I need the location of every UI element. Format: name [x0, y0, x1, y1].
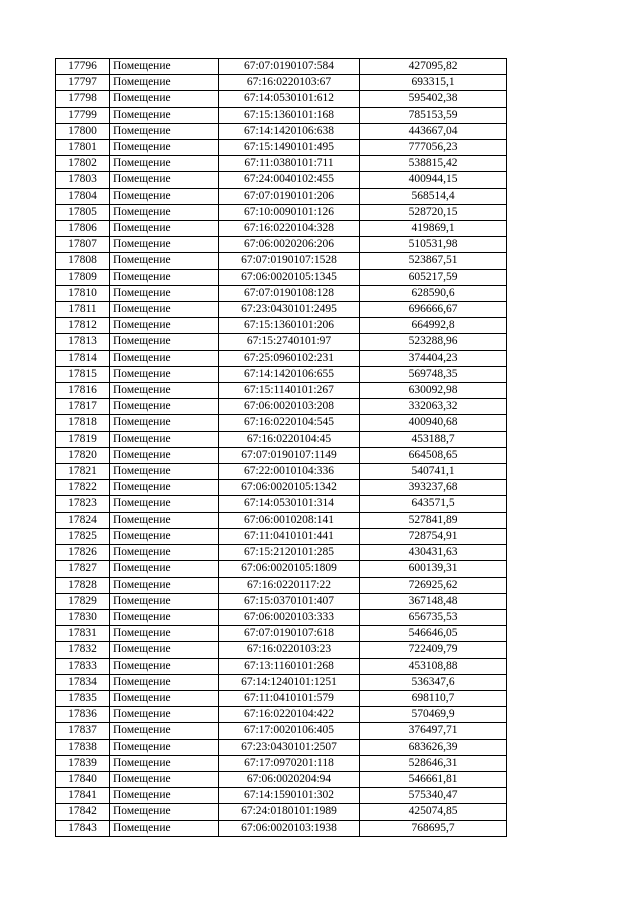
cadastral-value-cell: 785153,59: [360, 107, 507, 123]
cadastral-value-cell: 527841,89: [360, 512, 507, 528]
table-row: [56, 318, 507, 334]
cadastral-value-cell: 728754,91: [360, 528, 507, 544]
cadastral-value-cell: 600139,31: [360, 561, 507, 577]
table-row: [56, 512, 507, 528]
cadastral-number-cell: 67:10:0090101:126: [219, 204, 360, 220]
cadastral-value-cell: 768695,7: [360, 820, 507, 836]
cadastral-number-cell: 67:16:0220103:23: [219, 642, 360, 658]
cadastral-value-cell: 374404,23: [360, 350, 507, 366]
cadastral-number-cell: 67:06:0020105:1342: [219, 480, 360, 496]
cadastral-number-cell: 67:15:1490101:495: [219, 140, 360, 156]
table-row: [56, 480, 507, 496]
row-number-cell: 17839: [56, 755, 110, 771]
cadastral-number-cell: 67:14:0530101:314: [219, 496, 360, 512]
object-type-cell: Помещение: [110, 302, 219, 318]
row-number-cell: 17821: [56, 464, 110, 480]
row-number-cell: 17837: [56, 723, 110, 739]
table-row: [56, 350, 507, 366]
cadastral-value-cell: 722409,79: [360, 642, 507, 658]
cadastral-value-cell: 427095,82: [360, 59, 507, 75]
cadastral-number-cell: 67:11:0410101:441: [219, 528, 360, 544]
table-row: [56, 415, 507, 431]
object-type-cell: Помещение: [110, 626, 219, 642]
table-row: [56, 642, 507, 658]
row-number-cell: 17833: [56, 658, 110, 674]
table-row: [56, 707, 507, 723]
cadastral-number-cell: 67:07:0190107:584: [219, 59, 360, 75]
object-type-cell: Помещение: [110, 609, 219, 625]
table-row: [56, 91, 507, 107]
cadastral-value-cell: 523867,51: [360, 253, 507, 269]
table-row: [56, 366, 507, 382]
object-type-cell: Помещение: [110, 642, 219, 658]
object-type-cell: Помещение: [110, 690, 219, 706]
cadastral-number-cell: 67:06:0020103:1938: [219, 820, 360, 836]
row-number-cell: 17822: [56, 480, 110, 496]
cadastral-number-cell: 67:06:0020105:1809: [219, 561, 360, 577]
object-type-cell: Помещение: [110, 431, 219, 447]
table-row: [56, 302, 507, 318]
cadastral-value-cell: 430431,63: [360, 545, 507, 561]
table-row: [56, 739, 507, 755]
cadastral-number-cell: 67:14:1240101:1251: [219, 674, 360, 690]
object-type-cell: Помещение: [110, 755, 219, 771]
table-row: [56, 447, 507, 463]
table-row: [56, 156, 507, 172]
cadastral-value-cell: 453108,88: [360, 658, 507, 674]
row-number-cell: 17803: [56, 172, 110, 188]
object-type-cell: Помещение: [110, 707, 219, 723]
cadastral-value-cell: 643571,5: [360, 496, 507, 512]
cadastral-value-cell: 443667,04: [360, 123, 507, 139]
cadastral-number-cell: 67:07:0190101:206: [219, 188, 360, 204]
cadastral-number-cell: 67:23:0430101:2507: [219, 739, 360, 755]
table-row: [56, 75, 507, 91]
object-type-cell: Помещение: [110, 771, 219, 787]
row-number-cell: 17796: [56, 59, 110, 75]
cadastral-number-cell: 67:13:1160101:268: [219, 658, 360, 674]
table-row: [56, 188, 507, 204]
object-type-cell: Помещение: [110, 399, 219, 415]
cadastral-value-cell: 575340,47: [360, 788, 507, 804]
cadastral-number-cell: 67:06:0020103:208: [219, 399, 360, 415]
table-row: [56, 626, 507, 642]
table-row: [56, 804, 507, 820]
row-number-cell: 17810: [56, 285, 110, 301]
cadastral-value-cell: 693315,1: [360, 75, 507, 91]
cadastral-number-cell: 67:17:0970201:118: [219, 755, 360, 771]
cadastral-value-cell: 698110,7: [360, 690, 507, 706]
cadastral-number-cell: 67:15:1140101:267: [219, 383, 360, 399]
table-row: [56, 59, 507, 75]
cadastral-value-cell: 628590,6: [360, 285, 507, 301]
object-type-cell: Помещение: [110, 674, 219, 690]
table-row: [56, 269, 507, 285]
object-type-cell: Помещение: [110, 804, 219, 820]
cadastral-value-cell: 419869,1: [360, 221, 507, 237]
cadastral-number-cell: 67:15:0370101:407: [219, 593, 360, 609]
table-row: [56, 123, 507, 139]
row-number-cell: 17828: [56, 577, 110, 593]
table-row: [56, 334, 507, 350]
table-row: [56, 431, 507, 447]
cadastral-number-cell: 67:24:0040102:455: [219, 172, 360, 188]
row-number-cell: 17804: [56, 188, 110, 204]
cadastral-value-cell: 400940,68: [360, 415, 507, 431]
object-type-cell: Помещение: [110, 123, 219, 139]
table-row: [56, 593, 507, 609]
row-number-cell: 17836: [56, 707, 110, 723]
table-row: [56, 399, 507, 415]
cadastral-number-cell: 67:16:0220117:22: [219, 577, 360, 593]
row-number-cell: 17799: [56, 107, 110, 123]
cadastral-value-cell: 425074,85: [360, 804, 507, 820]
row-number-cell: 17835: [56, 690, 110, 706]
cadastral-value-table: [55, 58, 507, 837]
cadastral-value-cell: 510531,98: [360, 237, 507, 253]
row-number-cell: 17840: [56, 771, 110, 787]
object-type-cell: Помещение: [110, 496, 219, 512]
table-row: [56, 237, 507, 253]
object-type-cell: Помещение: [110, 383, 219, 399]
cadastral-number-cell: 67:15:2120101:285: [219, 545, 360, 561]
table-body: [56, 59, 507, 837]
object-type-cell: Помещение: [110, 820, 219, 836]
cadastral-value-cell: 453188,7: [360, 431, 507, 447]
row-number-cell: 17801: [56, 140, 110, 156]
cadastral-number-cell: 67:06:0020206:206: [219, 237, 360, 253]
cadastral-number-cell: 67:17:0020106:405: [219, 723, 360, 739]
table-row: [56, 674, 507, 690]
table-row: [56, 172, 507, 188]
object-type-cell: Помещение: [110, 350, 219, 366]
cadastral-value-cell: 546646,05: [360, 626, 507, 642]
object-type-cell: Помещение: [110, 480, 219, 496]
cadastral-value-cell: 528720,15: [360, 204, 507, 220]
cadastral-number-cell: 67:15:1360101:206: [219, 318, 360, 334]
cadastral-number-cell: 67:06:0020103:333: [219, 609, 360, 625]
row-number-cell: 17805: [56, 204, 110, 220]
row-number-cell: 17809: [56, 269, 110, 285]
cadastral-value-cell: 595402,38: [360, 91, 507, 107]
object-type-cell: Помещение: [110, 561, 219, 577]
object-type-cell: Помещение: [110, 237, 219, 253]
cadastral-value-cell: 536347,6: [360, 674, 507, 690]
object-type-cell: Помещение: [110, 464, 219, 480]
object-type-cell: Помещение: [110, 512, 219, 528]
row-number-cell: 17826: [56, 545, 110, 561]
object-type-cell: Помещение: [110, 447, 219, 463]
object-type-cell: Помещение: [110, 253, 219, 269]
row-number-cell: 17824: [56, 512, 110, 528]
table-row: [56, 561, 507, 577]
cadastral-number-cell: 67:07:0190107:618: [219, 626, 360, 642]
cadastral-value-cell: 393237,68: [360, 480, 507, 496]
row-number-cell: 17831: [56, 626, 110, 642]
object-type-cell: Помещение: [110, 545, 219, 561]
object-type-cell: Помещение: [110, 140, 219, 156]
row-number-cell: 17817: [56, 399, 110, 415]
object-type-cell: Помещение: [110, 593, 219, 609]
table-row: [56, 577, 507, 593]
table-row: [56, 690, 507, 706]
row-number-cell: 17797: [56, 75, 110, 91]
row-number-cell: 17843: [56, 820, 110, 836]
row-number-cell: 17832: [56, 642, 110, 658]
table-row: [56, 723, 507, 739]
row-number-cell: 17800: [56, 123, 110, 139]
cadastral-number-cell: 67:24:0180101:1989: [219, 804, 360, 820]
table-row: [56, 609, 507, 625]
cadastral-number-cell: 67:25:0960102:231: [219, 350, 360, 366]
cadastral-number-cell: 67:06:0020105:1345: [219, 269, 360, 285]
table-row: [56, 464, 507, 480]
cadastral-number-cell: 67:16:0220104:45: [219, 431, 360, 447]
row-number-cell: 17819: [56, 431, 110, 447]
table-row: [56, 383, 507, 399]
table-row: [56, 285, 507, 301]
cadastral-value-cell: 540741,1: [360, 464, 507, 480]
cadastral-value-cell: 777056,23: [360, 140, 507, 156]
cadastral-number-cell: 67:16:0220104:328: [219, 221, 360, 237]
row-number-cell: 17816: [56, 383, 110, 399]
row-number-cell: 17841: [56, 788, 110, 804]
cadastral-value-cell: 367148,48: [360, 593, 507, 609]
object-type-cell: Помещение: [110, 739, 219, 755]
object-type-cell: Помещение: [110, 91, 219, 107]
object-type-cell: Помещение: [110, 188, 219, 204]
table-row: [56, 545, 507, 561]
row-number-cell: 17798: [56, 91, 110, 107]
cadastral-number-cell: 67:15:2740101:97: [219, 334, 360, 350]
cadastral-value-cell: 664992,8: [360, 318, 507, 334]
row-number-cell: 17825: [56, 528, 110, 544]
cadastral-number-cell: 67:14:1590101:302: [219, 788, 360, 804]
cadastral-number-cell: 67:16:0220103:67: [219, 75, 360, 91]
cadastral-number-cell: 67:11:0380101:711: [219, 156, 360, 172]
row-number-cell: 17830: [56, 609, 110, 625]
cadastral-value-cell: 664508,65: [360, 447, 507, 463]
row-number-cell: 17811: [56, 302, 110, 318]
cadastral-value-cell: 528646,31: [360, 755, 507, 771]
cadastral-number-cell: 67:11:0410101:579: [219, 690, 360, 706]
cadastral-number-cell: 67:07:0190107:1149: [219, 447, 360, 463]
cadastral-number-cell: 67:15:1360101:168: [219, 107, 360, 123]
cadastral-number-cell: 67:23:0430101:2495: [219, 302, 360, 318]
table-row: [56, 253, 507, 269]
row-number-cell: 17813: [56, 334, 110, 350]
object-type-cell: Помещение: [110, 204, 219, 220]
cadastral-value-cell: 332063,32: [360, 399, 507, 415]
cadastral-value-cell: 400944,15: [360, 172, 507, 188]
object-type-cell: Помещение: [110, 59, 219, 75]
table-row: [56, 140, 507, 156]
cadastral-value-cell: 568514,4: [360, 188, 507, 204]
cadastral-value-cell: 683626,39: [360, 739, 507, 755]
cadastral-number-cell: 67:14:1420106:638: [219, 123, 360, 139]
row-number-cell: 17815: [56, 366, 110, 382]
row-number-cell: 17842: [56, 804, 110, 820]
row-number-cell: 17812: [56, 318, 110, 334]
table-row: [56, 221, 507, 237]
object-type-cell: Помещение: [110, 318, 219, 334]
row-number-cell: 17814: [56, 350, 110, 366]
object-type-cell: Помещение: [110, 788, 219, 804]
cadastral-value-cell: 569748,35: [360, 366, 507, 382]
cadastral-number-cell: 67:07:0190108:128: [219, 285, 360, 301]
object-type-cell: Помещение: [110, 366, 219, 382]
cadastral-number-cell: 67:16:0220104:422: [219, 707, 360, 723]
row-number-cell: 17802: [56, 156, 110, 172]
object-type-cell: Помещение: [110, 107, 219, 123]
cadastral-value-cell: 523288,96: [360, 334, 507, 350]
cadastral-value-cell: 538815,42: [360, 156, 507, 172]
row-number-cell: 17818: [56, 415, 110, 431]
object-type-cell: Помещение: [110, 269, 219, 285]
object-type-cell: Помещение: [110, 221, 219, 237]
cadastral-number-cell: 67:06:0020204:94: [219, 771, 360, 787]
object-type-cell: Помещение: [110, 156, 219, 172]
table-row: [56, 528, 507, 544]
table-row: [56, 820, 507, 836]
table-row: [56, 771, 507, 787]
object-type-cell: Помещение: [110, 528, 219, 544]
row-number-cell: 17808: [56, 253, 110, 269]
table-row: [56, 788, 507, 804]
cadastral-number-cell: 67:14:0530101:612: [219, 91, 360, 107]
table-row: [56, 204, 507, 220]
cadastral-value-cell: 546661,81: [360, 771, 507, 787]
object-type-cell: Помещение: [110, 334, 219, 350]
row-number-cell: 17829: [56, 593, 110, 609]
row-number-cell: 17827: [56, 561, 110, 577]
row-number-cell: 17838: [56, 739, 110, 755]
row-number-cell: 17823: [56, 496, 110, 512]
table-row: [56, 658, 507, 674]
row-number-cell: 17820: [56, 447, 110, 463]
cadastral-number-cell: 67:07:0190107:1528: [219, 253, 360, 269]
cadastral-number-cell: 67:22:0010104:336: [219, 464, 360, 480]
row-number-cell: 17807: [56, 237, 110, 253]
row-number-cell: 17806: [56, 221, 110, 237]
cadastral-number-cell: 67:14:1420106:655: [219, 366, 360, 382]
object-type-cell: Помещение: [110, 75, 219, 91]
cadastral-value-cell: 570469,9: [360, 707, 507, 723]
object-type-cell: Помещение: [110, 658, 219, 674]
table-row: [56, 496, 507, 512]
object-type-cell: Помещение: [110, 577, 219, 593]
cadastral-number-cell: 67:06:0010208:141: [219, 512, 360, 528]
cadastral-value-cell: 630092,98: [360, 383, 507, 399]
object-type-cell: Помещение: [110, 723, 219, 739]
cadastral-value-cell: 726925,62: [360, 577, 507, 593]
table-row: [56, 107, 507, 123]
object-type-cell: Помещение: [110, 415, 219, 431]
object-type-cell: Помещение: [110, 172, 219, 188]
cadastral-value-cell: 376497,71: [360, 723, 507, 739]
table-row: [56, 755, 507, 771]
cadastral-value-cell: 696666,67: [360, 302, 507, 318]
cadastral-number-cell: 67:16:0220104:545: [219, 415, 360, 431]
cadastral-value-cell: 656735,53: [360, 609, 507, 625]
row-number-cell: 17834: [56, 674, 110, 690]
cadastral-value-cell: 605217,59: [360, 269, 507, 285]
object-type-cell: Помещение: [110, 285, 219, 301]
